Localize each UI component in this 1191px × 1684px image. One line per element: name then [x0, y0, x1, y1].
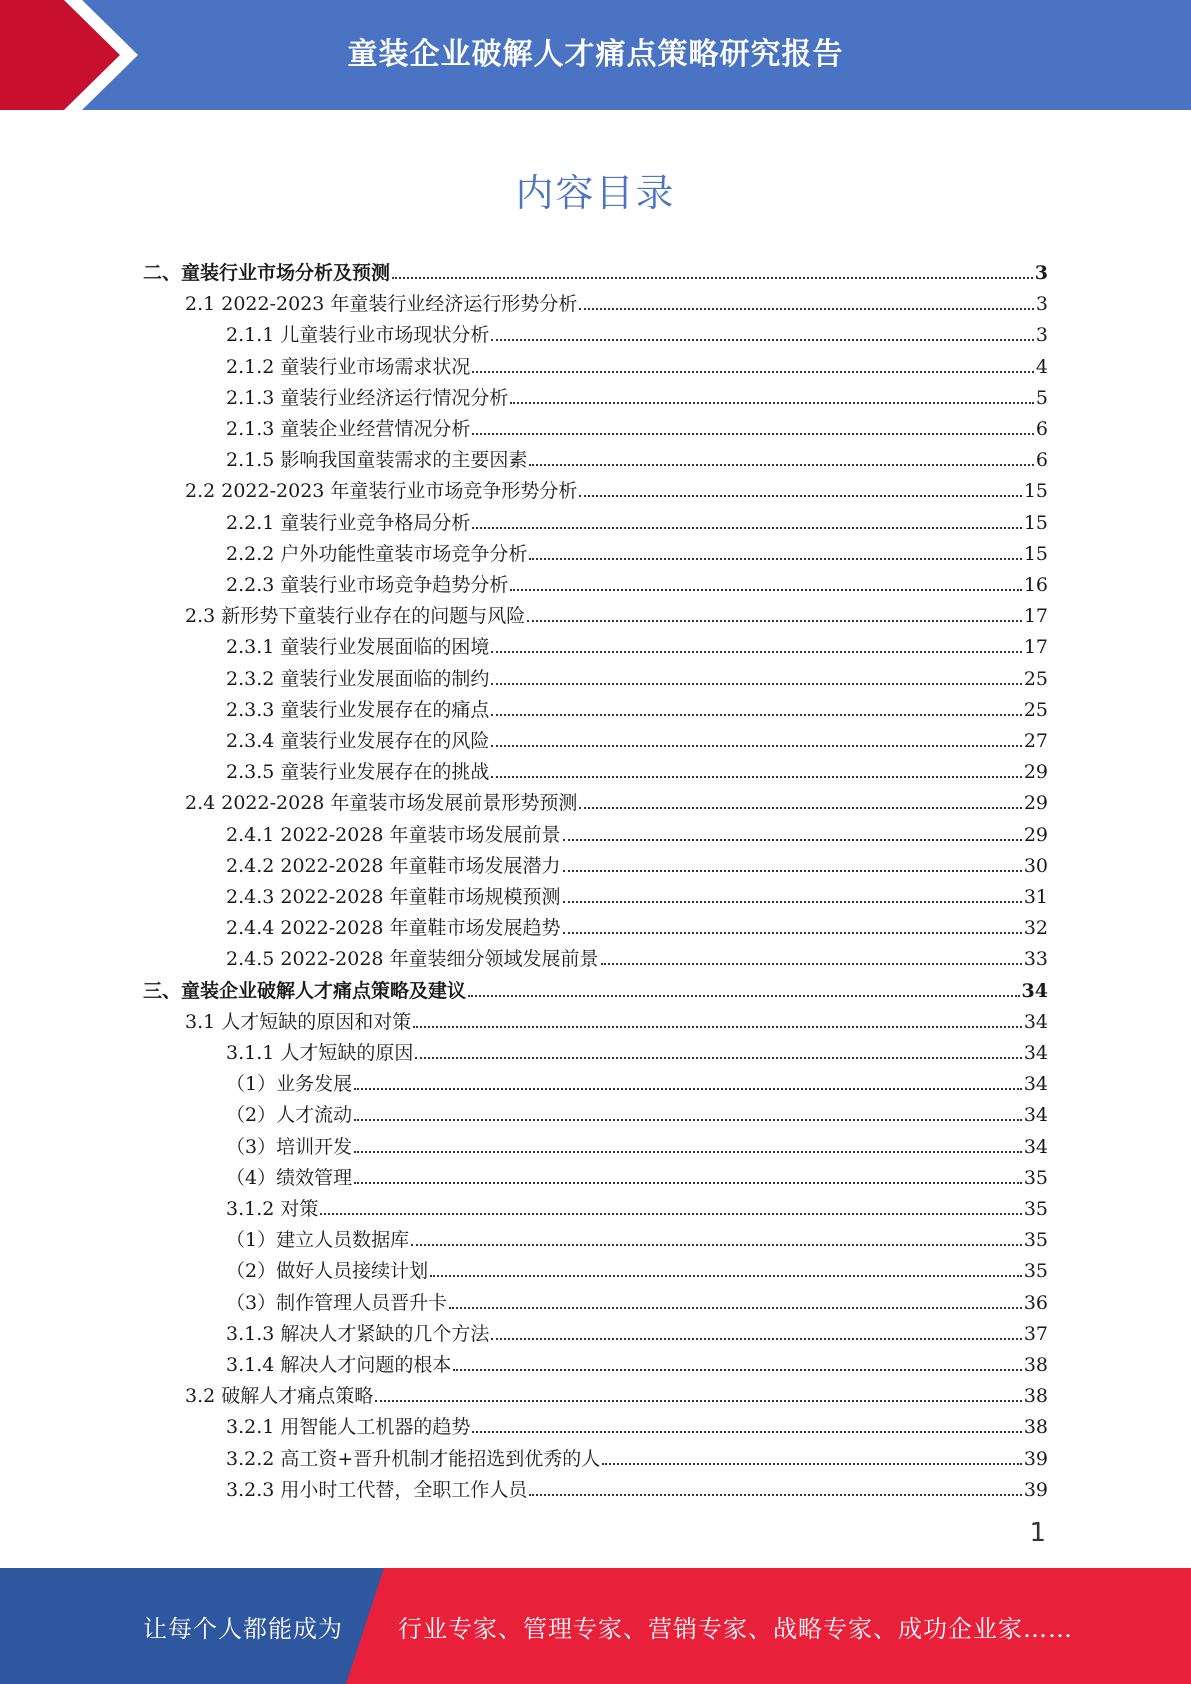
dot-leader	[354, 1119, 1022, 1121]
toc-entry[interactable]	[226, 1095, 1048, 1126]
toc-entry-page: 25	[1023, 698, 1048, 721]
dot-leader	[510, 402, 1034, 404]
toc-entry[interactable]	[185, 284, 1048, 315]
dot-leader	[563, 901, 1022, 903]
dot-leader	[529, 1494, 1021, 1496]
toc-entry-label: 2.4.4 2022-2028 年童鞋市场发展趋势	[226, 917, 561, 940]
dot-leader	[579, 308, 1033, 310]
toc-entry-label: （4）绩效管理	[226, 1166, 353, 1189]
toc-entry-label: 3.1.2 对策	[226, 1198, 319, 1220]
toc-entry-label: （2）做好人员接续计划	[226, 1260, 429, 1283]
toc-entry-label: 3.2.2 高工资+晋升机制才能招选到优秀的人	[226, 1447, 601, 1470]
toc-entry-label: 3.1 人才短缺的原因和对策	[185, 1010, 412, 1033]
toc-entry[interactable]	[226, 908, 1048, 939]
toc-entry-label: （1）建立人员数据库	[226, 1229, 410, 1252]
toc-entry[interactable]	[226, 378, 1048, 409]
toc-entry[interactable]	[185, 783, 1048, 814]
toc-entry-label: 2.3.1 童装行业发展面临的困境	[226, 636, 490, 659]
toc-entry-label: 3.2.3 用小时工代替，全职工作人员	[226, 1478, 528, 1501]
dot-leader	[354, 1182, 1022, 1184]
dot-leader	[411, 1244, 1022, 1246]
toc-entry-label: 2.3.2 童装行业发展面临的制约	[226, 667, 490, 690]
toc-entry-label: 2.3.3 童装行业发展存在的痛点	[226, 698, 490, 721]
dot-leader	[529, 558, 1021, 560]
dot-leader	[430, 1275, 1022, 1277]
toc-entry-page: 27	[1023, 730, 1048, 752]
page-number: 1	[1029, 1518, 1046, 1548]
toc-entry-label: 2.1.3 童装企业经营情况分析	[226, 418, 471, 440]
toc-entry-label: 三、童装企业破解人才痛点策略及建议	[143, 979, 467, 1002]
toc-entry-label: 2.3.5 童装行业发展存在的挑战	[226, 761, 490, 784]
toc-entry-page: 4	[1035, 355, 1048, 378]
toc-entry-label: （3）培训开发	[226, 1135, 353, 1158]
dot-leader	[491, 714, 1021, 716]
toc-entry[interactable]	[226, 939, 1048, 970]
dot-leader	[510, 589, 1021, 591]
dot-leader	[563, 870, 1022, 872]
toc-entry-page: 3	[1035, 293, 1048, 316]
toc-entry[interactable]	[226, 1251, 1048, 1282]
dot-leader	[375, 1400, 1022, 1402]
toc-entry-page: 15	[1023, 511, 1048, 534]
toc-entry[interactable]	[226, 1283, 1048, 1314]
dot-leader	[449, 1307, 1022, 1309]
toc-entry-label: 2.2.2 户外功能性童装市场竞争分析	[226, 542, 528, 565]
toc-entry-label: 2.4 2022-2028 年童装市场发展前景形势预测	[185, 792, 578, 815]
toc-entry-label: 2.4.1 2022-2028 年童装市场发展前景	[226, 823, 561, 846]
dot-leader	[472, 1431, 1021, 1433]
dot-leader	[579, 495, 1021, 497]
toc-entry[interactable]	[226, 534, 1048, 565]
toc-entry-page: 3	[1034, 262, 1048, 284]
dot-leader	[354, 1088, 1022, 1090]
toc-entry[interactable]	[226, 1345, 1048, 1376]
toc-entry[interactable]	[226, 846, 1048, 877]
toc-entry-label: 2.2.1 童装行业竞争格局分析	[226, 511, 471, 534]
dot-leader	[491, 339, 1034, 341]
toc-entry-page: 15	[1023, 542, 1048, 565]
toc-entry-page: 36	[1023, 1291, 1048, 1314]
dot-leader	[491, 776, 1021, 778]
toc-entry-page: 17	[1023, 636, 1048, 659]
toc-entry[interactable]	[226, 1470, 1048, 1501]
dot-leader	[413, 1026, 1022, 1028]
toc-entry-page: 39	[1023, 1478, 1048, 1501]
toc-entry-label: 2.3.4 童装行业发展存在的风险	[226, 730, 490, 752]
toc-entry[interactable]	[226, 440, 1048, 471]
toc-entry-page: 35	[1023, 1229, 1048, 1252]
toc-entry-page: 35	[1023, 1198, 1048, 1220]
toc-entry-label: 2.4.2 2022-2028 年童鞋市场发展潜力	[226, 854, 561, 877]
dot-leader	[354, 1151, 1022, 1153]
footer-slogan-right: 行业专家、管理专家、营销专家、战略专家、成功企业家……	[398, 1614, 1073, 1643]
toc-entry-page: 3	[1035, 324, 1048, 347]
toc-entry-page: 34	[1021, 979, 1048, 1002]
toc-entry-page: 34	[1023, 1135, 1048, 1158]
toc-entry[interactable]	[226, 1407, 1048, 1438]
toc-entry-page: 33	[1023, 948, 1048, 971]
dot-leader	[579, 807, 1021, 809]
toc-entry[interactable]	[226, 1158, 1048, 1189]
dot-leader	[392, 277, 1033, 279]
toc-entry[interactable]	[226, 721, 1048, 752]
footer-band	[0, 1568, 1191, 1684]
toc-entry-label: 3.1.1 人才短缺的原因	[226, 1042, 414, 1064]
toc-entry-page: 38	[1023, 1416, 1048, 1439]
footer-slogan-left: 让每个人都能成为	[143, 1614, 343, 1643]
toc-entry[interactable]	[185, 1002, 1048, 1033]
toc-entry-label: 2.1 2022-2023 年童装行业经济运行形势分析	[185, 293, 578, 316]
toc-entry-page: 37	[1023, 1322, 1048, 1345]
toc-entry-page: 35	[1023, 1166, 1048, 1189]
toc-entry[interactable]	[185, 471, 1048, 502]
toc-entry-page: 29	[1023, 823, 1048, 846]
dot-leader	[527, 620, 1022, 622]
toc-entry-label: 3.2 破解人才痛点策略	[185, 1385, 374, 1408]
toc-entry-page: 34	[1023, 1010, 1048, 1033]
toc-entry-label: 2.3 新形势下童装行业存在的问题与风险	[185, 605, 526, 628]
toc-entry-label: （1）业务发展	[226, 1073, 353, 1096]
dot-leader	[415, 1057, 1021, 1059]
toc-entry[interactable]	[226, 1314, 1048, 1345]
dot-leader	[472, 433, 1034, 435]
toc-entry-label: 3.2.1 用智能人工机器的趋势	[226, 1416, 471, 1439]
toc-entry[interactable]	[185, 1376, 1048, 1407]
toc-entry[interactable]	[226, 347, 1048, 378]
toc-entry-page: 34	[1023, 1042, 1048, 1064]
dot-leader	[491, 745, 1021, 747]
toc-entry-page: 34	[1023, 1104, 1048, 1127]
toc-entry-label: （3）制作管理人员晋升卡	[226, 1291, 448, 1314]
toc-entry-page: 29	[1023, 761, 1048, 784]
toc-entry-label: 2.1.1 儿童装行业市场现状分析	[226, 324, 490, 347]
dot-leader	[563, 932, 1022, 934]
toc-entry[interactable]	[226, 815, 1048, 846]
toc-entry[interactable]	[226, 627, 1048, 658]
toc-entry[interactable]	[226, 1439, 1048, 1470]
toc-entry-page: 31	[1023, 886, 1048, 908]
toc-entry[interactable]	[226, 1127, 1048, 1158]
toc-entry-label: 二、童装行业市场分析及预测	[143, 262, 391, 284]
toc-entry-label: 2.1.2 童装行业市场需求状况	[226, 355, 471, 378]
toc-entry[interactable]	[226, 409, 1048, 440]
dot-leader	[468, 995, 1020, 997]
toc-entry-page: 5	[1035, 386, 1048, 409]
toc-entry-page: 38	[1023, 1385, 1048, 1408]
toc-entry-page: 15	[1023, 480, 1048, 503]
toc-entry[interactable]	[185, 596, 1048, 627]
dot-leader	[491, 651, 1021, 653]
toc-entry-label: 2.4.5 2022-2028 年童装细分领域发展前景	[226, 948, 599, 971]
toc-entry[interactable]	[143, 971, 1048, 1002]
toc-entry-page: 39	[1023, 1447, 1048, 1470]
toc-entry-page: 17	[1023, 605, 1048, 628]
toc-entry[interactable]	[226, 659, 1048, 690]
toc-entry[interactable]	[226, 877, 1048, 908]
toc-entry[interactable]	[226, 1189, 1048, 1220]
toc-entry-page: 6	[1035, 449, 1048, 472]
report-title: 童装企业破解人才痛点策略研究报告	[347, 37, 844, 72]
toc-heading: 内容目录	[515, 171, 676, 215]
dot-leader	[320, 1213, 1021, 1215]
toc-entry-page: 16	[1023, 574, 1048, 596]
toc-entry-label: 2.1.3 童装行业经济运行情况分析	[226, 386, 509, 409]
dot-leader	[563, 839, 1022, 841]
dot-leader	[453, 1369, 1021, 1371]
toc-entry-page: 38	[1023, 1354, 1048, 1376]
header-band	[0, 0, 1191, 110]
dot-leader	[491, 683, 1021, 685]
toc-entry-page: 34	[1023, 1073, 1048, 1096]
toc-entry-label: （2）人才流动	[226, 1104, 353, 1127]
toc-entry-page: 6	[1035, 418, 1048, 440]
dot-leader	[472, 371, 1034, 373]
toc-entry-label: 2.4.3 2022-2028 年童鞋市场规模预测	[226, 886, 561, 908]
dot-leader	[601, 963, 1022, 965]
dot-leader	[602, 1463, 1022, 1465]
toc-entry[interactable]	[143, 253, 1048, 284]
toc-entry[interactable]	[226, 690, 1048, 721]
toc-entry-label: 3.1.4 解决人才问题的根本	[226, 1354, 452, 1376]
dot-leader	[529, 464, 1034, 466]
toc-entry-page: 25	[1023, 667, 1048, 690]
toc-entry-label: 2.2.3 童装行业市场竞争趋势分析	[226, 574, 509, 596]
toc-entry[interactable]	[226, 315, 1048, 346]
toc-entry-page: 29	[1023, 792, 1048, 815]
toc-entry-page: 30	[1023, 854, 1048, 877]
toc-entry[interactable]	[226, 503, 1048, 534]
toc-entry[interactable]	[226, 1064, 1048, 1095]
toc-entry-page: 32	[1023, 917, 1048, 940]
toc-entry[interactable]	[226, 1220, 1048, 1251]
toc-entry[interactable]	[226, 752, 1048, 783]
toc-entry-label: 2.2 2022-2023 年童装行业市场竞争形势分析	[185, 480, 578, 503]
dot-leader	[491, 1338, 1021, 1340]
toc-entry[interactable]	[226, 565, 1048, 596]
toc-entry-label: 3.1.3 解决人才紧缺的几个方法	[226, 1322, 490, 1345]
toc-entry-label: 2.1.5 影响我国童装需求的主要因素	[226, 449, 528, 472]
toc-entry[interactable]	[226, 1033, 1048, 1064]
toc-entry-page: 35	[1023, 1260, 1048, 1283]
dot-leader	[472, 527, 1021, 529]
